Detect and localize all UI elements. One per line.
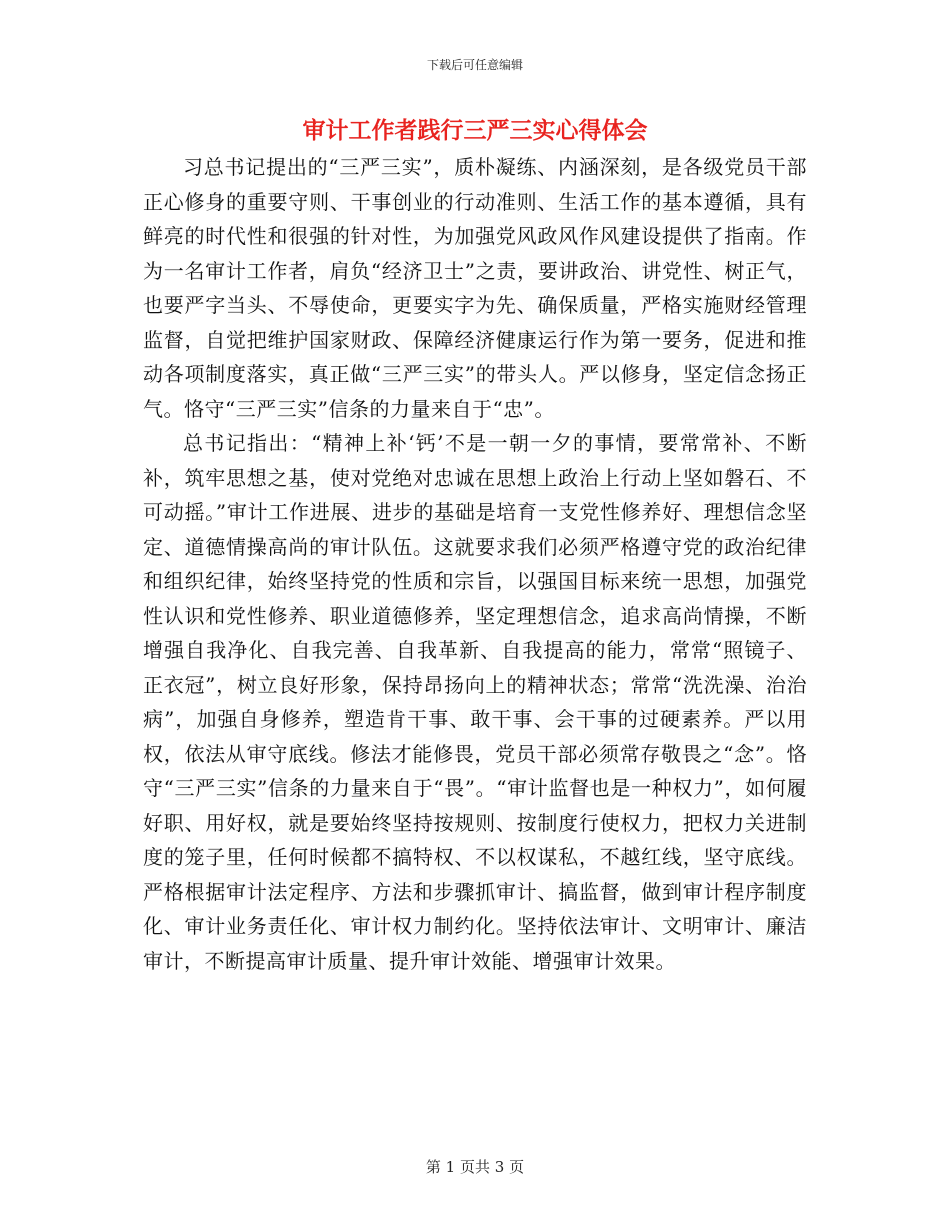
paragraph-1: 习总书记提出的“三严三实”，质朴凝练、内涵深刻，是各级党员干部正心修身的重要守则、干事创业的行动准则、生活工作的基本遵循，具有鲜亮的时代性和很强的针对性，为加强党风政风作风建设提供了指南。作为一名审计工作者，肩负“经济卫士”之责，要讲政治、讲党性、树正气，也要严字当头、不辱使命，更要实字为先、确保质量，严格实施财经管理监督，自觉把维护国家财政、保障经济健康运行作为第一要务，促进和推动各项制度落实，真正做“三严三实”的带头人。严以修身，坚定信念扬正气。恪守“三严三实”信条的力量来自于“忠”。 <box>143 155 807 421</box>
paragraph-2: 总书记指出：“精神上补‘钙’不是一朝一夕的事情，要常常补、不断补，筑牢思想之基，使对党绝对忠诚在思想上政治上行动上坚如磐石、不可动摇。”审计工作进展、进步的基础是培育一支党性修养好、理想信念坚定、道德情操高尚的审计队伍。这就要求我们必须严格遵守党的政治纪律和组织纪律，始终坚持党的性质和宗旨，以强国目标来统一思想，加强党性认识和党性修养、职业道德修养，坚定理想信念，追求高尚情操，不断增强自我净化、自我完善、自我革新、自我提高的能力，常常“照镜子、正衣冠”，树立良好形象，保持昂扬向上的精神状态；常常“洗洗澡、治治病”，加强自身修养，塑造肯干事、敢干事、会干事的过硬素养。严以用权，依法从审守底线。修法才能修畏，党员干部必须常存敬畏之“念”。恪守“三严三实”信条的力量来自于“畏”。“审计监督也是一种权力”，如何履好职、用好权，就是要始终坚持按规则、按制度行使权力，把权力关进制度的笼子里，任何时候都不搞特权、不以权谋私，不越红线，坚守底线。严格根据审计法定程序、方法和步骤抓审计、搞监督，做到审计程序制度化、审计业务责任化、审计权力制约化。坚持依法审计、文明审计、廉洁审计，不断提高审计质量、提升审计效能、增强审计效果。 <box>143 431 807 973</box>
document-title: 审计工作者践行三严三实心得体会 <box>302 118 648 144</box>
page-number-footer: 第 1 页共 3 页 <box>425 1158 525 1176</box>
header-note: 下载后可任意编辑 <box>426 58 523 72</box>
document-body <box>143 150 807 978</box>
